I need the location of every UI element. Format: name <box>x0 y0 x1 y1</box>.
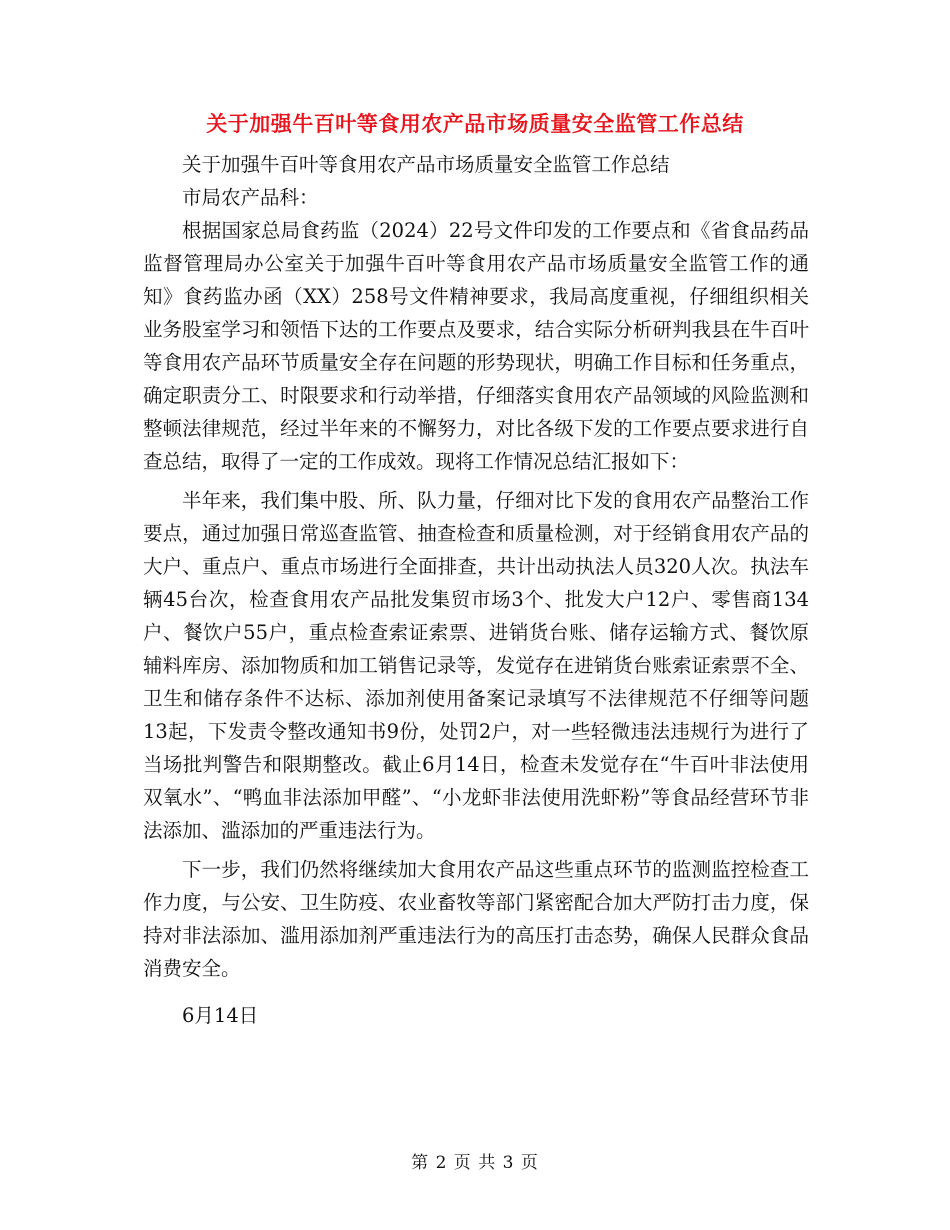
page-number-footer: 第 2 页 共 3 页 <box>411 1153 539 1173</box>
paragraph-next-steps: 下一步，我们仍然将继续加大食用农产品这些重点环节的监测监控检查工作力度，与公安、卫生防疫、农业畜牧等部门紧密配合加大严防打击力度，保持对非法添加、滥用添加剂严重违法行为的高压打击态势，确保人民群众食品消费安全。 <box>143 858 809 980</box>
document-title: 关于加强牛百叶等食用农产品市场质量安全监管工作总结 <box>206 111 744 136</box>
recipient-line: 市局农产品科： <box>182 186 319 209</box>
body-heading: 关于加强牛百叶等食用农产品市场质量安全监管工作总结 <box>182 153 670 176</box>
document-body <box>143 148 809 1032</box>
date-line: 6月14日 <box>182 1004 259 1027</box>
paragraph-intro: 根据国家总局食药监（2024）22号文件印发的工作要点和《省食品药品监督管理局办公室关于加强牛百叶等食用农产品市场质量安全监管工作的通知》食药监办函（XX）258号文件精神要求，我局高度重视，仔细组织相关业务股室学习和领悟下达的工作要点及要求，结合实际分析研判我县在牛百叶等食用农产品环节质量安全存在问题的形势现状，明确工作目标和任务重点，确定职责分工、时限要求和行动举措，仔细落实食用农产品领域的风险监测和整顿法律规范，经过半年来的不懈努力，对比各级下发的工作要点要求进行自查总结，取得了一定的工作成效。现将工作情况总结汇报如下： <box>143 219 809 473</box>
paragraph-work-summary: 半年来，我们集中股、所、队力量，仔细对比下发的食用农产品整治工作要点，通过加强日常巡查监管、抽查检查和质量检测，对于经销食用农产品的大户、重点户、重点市场进行全面排查，共计出动执法人员320人次。执法车辆45台次，检查食用农产品批发集贸市场3个、批发大户12户、零售商134户、餐饮户55户，重点检查索证索票、进销货台账、储存运输方式、餐饮原辅料库房、添加物质和加工销售记录等，发觉存在进销货台账索证索票不全、卫生和储存条件不达标、添加剂使用备案记录填写不法律规范不仔细等问题13起，下发责令整改通知书9份，处罚2户，对一些轻微违法违规行为进行了当场批判警告和限期整改。截止6月14日，检查未发觉存在“牛百叶非法使用双氧水”、“鸭血非法添加甲醛”、“小龙虾非法使用洗虾粉”等食品经营环节非法添加、滥添加的严重违法行为。 <box>143 489 809 842</box>
